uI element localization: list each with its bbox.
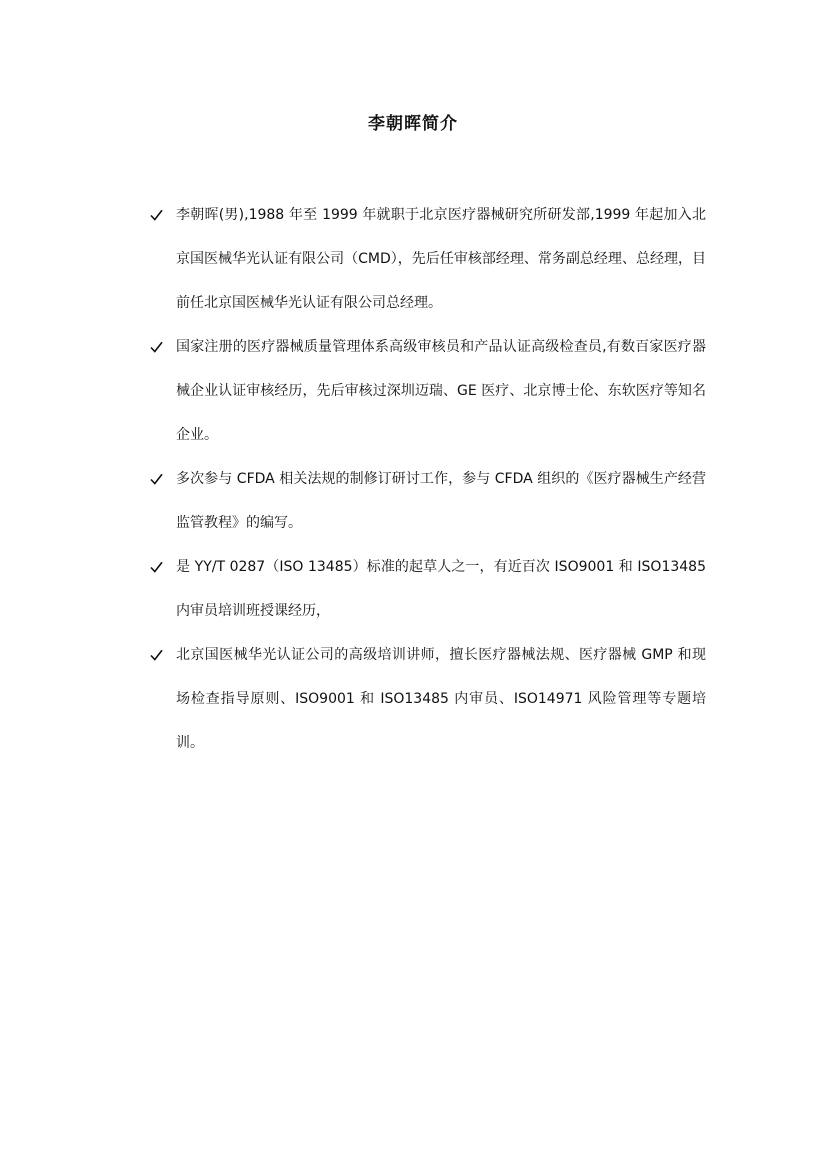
check-icon: [150, 545, 166, 589]
list-item-text: 北京国医械华光认证公司的高级培训讲师，擅长医疗器械法规、医疗器械 GMP 和现场检查指导原则、ISO9001 和 ISO13485 内审员、ISO14971 风险管理等专题培训。: [176, 647, 706, 751]
check-icon: [150, 193, 166, 237]
list-item: [150, 545, 706, 633]
check-icon: [150, 325, 166, 369]
check-icon: [150, 633, 166, 677]
list-item: [150, 633, 706, 765]
check-icon: [150, 457, 166, 501]
list-item: [150, 193, 706, 325]
list-item: [150, 325, 706, 457]
list-item-text: 李朝晖(男),1988 年至 1999 年就职于北京医疗器械研究所研发部,1999 年起加入北京国医械华光认证有限公司（CMD），先后任审核部经理、常务副总经理、总经理，目前任北京国医械华光认证有限公司总经理。: [176, 207, 706, 311]
list-item-text: 多次参与 CFDA 相关法规的制修订研讨工作，参与 CFDA 组织的《医疗器械生产经营监管教程》的编写。: [176, 471, 706, 531]
list-item: [150, 457, 706, 545]
list-item-text: 是 YY/T 0287（ISO 13485）标准的起草人之一，有近百次 ISO9001 和 ISO13485 内审员培训班授课经历，: [176, 559, 706, 619]
bio-list: [150, 193, 706, 765]
document-title: 李朝晖简介: [368, 114, 458, 134]
list-item-text: 国家注册的医疗器械质量管理体系高级审核员和产品认证高级检查员,有数百家医疗器械企业认证审核经历，先后审核过深圳迈瑞、GE 医疗、北京博士伦、东软医疗等知名企业。: [176, 339, 706, 443]
